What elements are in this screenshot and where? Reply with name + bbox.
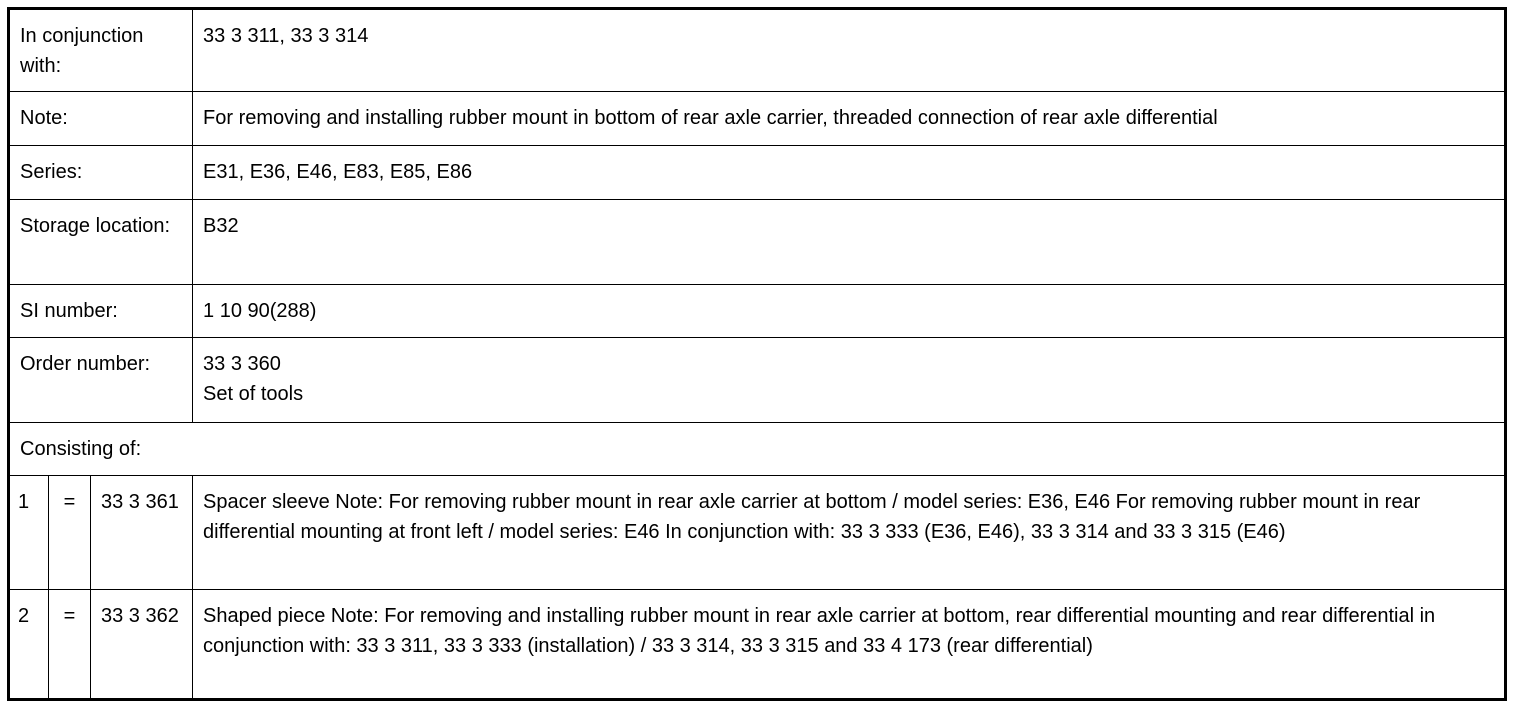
consisting-of-label: Consisting of: bbox=[9, 423, 1506, 476]
table-row bbox=[9, 9, 1506, 92]
conjunction-value: 33 3 311, 33 3 314 bbox=[193, 9, 1506, 92]
order-number-label: Order number: bbox=[9, 338, 193, 423]
table-row bbox=[9, 92, 1506, 146]
storage-label: Storage location: bbox=[9, 200, 193, 285]
part-row bbox=[9, 476, 1506, 590]
table-row bbox=[9, 200, 1506, 285]
series-value: E31, E36, E46, E83, E85, E86 bbox=[193, 146, 1506, 200]
special-tool-table bbox=[7, 7, 1507, 701]
conjunction-label: In conjunction with: bbox=[9, 9, 193, 92]
part-description: Shaped piece Note: For removing and installing rubber mount in rear axle carrier at bottom, rear differential mounting and rear differential in conjunction with: 33 3 311, 33 3 333 (installation) / 33 3 314, 33 3 315 and 33 4 173 (rear differential) bbox=[193, 590, 1506, 700]
order-number: 33 3 360 bbox=[203, 353, 281, 375]
part-index: 1 bbox=[9, 476, 49, 590]
part-description: Spacer sleeve Note: For removing rubber mount in rear axle carrier at bottom / model series: E36, E46 For removing rubber mount in rear differential mounting at front left / model series: E46 In conjunction with: 33 3 333 (E36, E46), 33 3 314 and 33 3 315 (E46) bbox=[193, 476, 1506, 590]
si-number-value: 1 10 90(288) bbox=[193, 285, 1506, 338]
part-row bbox=[9, 590, 1506, 700]
part-equals: = bbox=[49, 590, 91, 700]
order-description: Set of tools bbox=[203, 383, 304, 405]
note-label: Note: bbox=[9, 92, 193, 146]
series-label: Series: bbox=[9, 146, 193, 200]
part-index: 2 bbox=[9, 590, 49, 700]
table-row bbox=[9, 338, 1506, 423]
part-equals: = bbox=[49, 476, 91, 590]
si-number-label: SI number: bbox=[9, 285, 193, 338]
part-number: 33 3 362 bbox=[91, 590, 193, 700]
storage-value: B32 bbox=[193, 200, 1506, 285]
note-value: For removing and installing rubber mount in bottom of rear axle carrier, threaded connection of rear axle differential bbox=[193, 92, 1506, 146]
part-number: 33 3 361 bbox=[91, 476, 193, 590]
order-number-value bbox=[193, 338, 1506, 423]
table-row bbox=[9, 146, 1506, 200]
table-row bbox=[9, 285, 1506, 338]
table-row bbox=[9, 423, 1506, 476]
